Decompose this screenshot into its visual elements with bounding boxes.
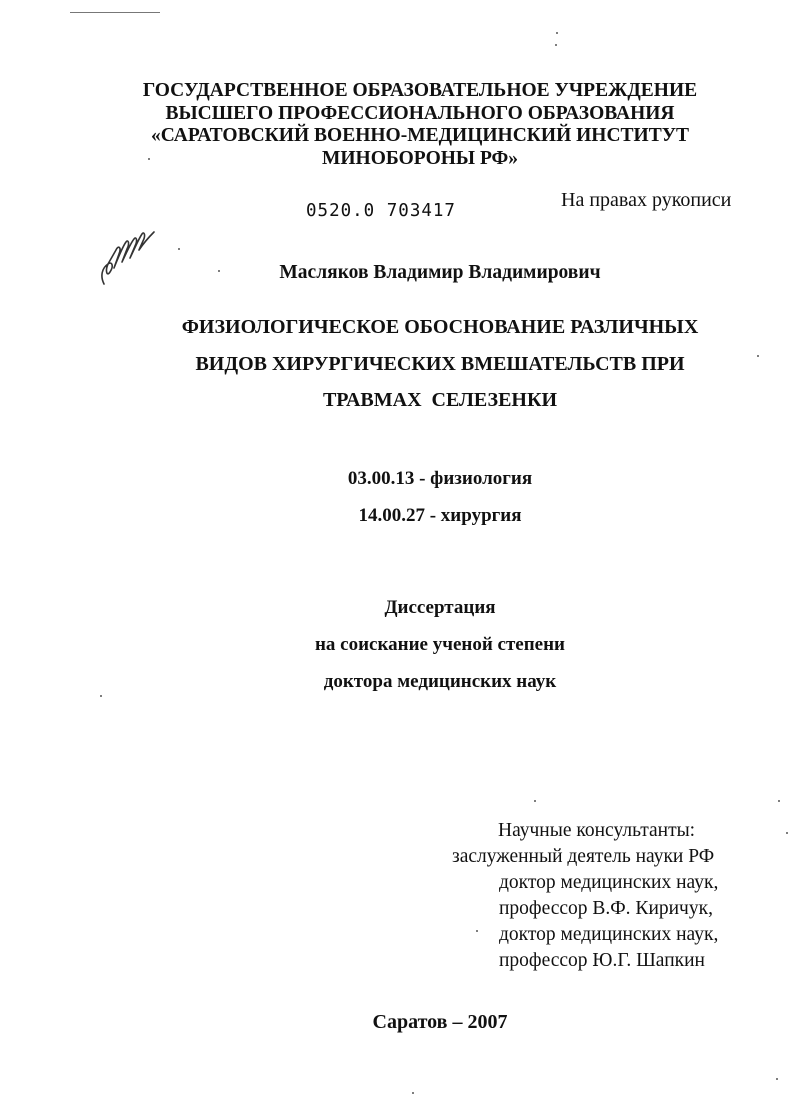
scan-mark-line (70, 12, 160, 13)
consultant-line: профессор Ю.Г. Шапкин (499, 950, 705, 971)
scan-speck (786, 832, 788, 834)
institution-line: ВЫСШЕГО ПРОФЕССИОНАЛЬНОГО ОБРАЗОВАНИЯ (165, 102, 675, 124)
scan-speck (476, 930, 478, 932)
degree-line: доктора медицинских наук (323, 671, 557, 692)
scan-speck (148, 158, 150, 160)
scan-speck (555, 44, 557, 46)
institution-line: МИНОБОРОНЫ РФ» (321, 147, 519, 169)
scan-speck (757, 355, 759, 357)
consultant-line: доктор медицинских наук, (499, 924, 719, 945)
consultants-heading: Научные консультанты: (498, 820, 696, 841)
institution-header (120, 80, 720, 170)
scan-speck (218, 270, 220, 272)
title-line: ВИДОВ ХИРУРГИЧЕСКИХ ВМЕШАТЕЛЬСТВ ПРИ (195, 352, 685, 375)
manuscript-note: На правах рукописи (561, 189, 732, 211)
consultants-block (452, 818, 718, 974)
scan-speck (776, 1078, 778, 1080)
scan-speck (556, 32, 558, 34)
catalog-number: 0520.0 703417 (306, 201, 456, 221)
scan-speck (412, 1092, 414, 1094)
consultant-line: заслуженный деятель науки РФ (452, 846, 715, 867)
scan-speck (778, 800, 780, 802)
dissertation-title (120, 309, 760, 419)
institution-line: ГОСУДАРСТВЕННОЕ ОБРАЗОВАТЕЛЬНОЕ УЧРЕЖДЕНИЕ (142, 80, 698, 101)
author-name: Масляков Владимир Владимирович (279, 262, 601, 283)
title-line: ТРАВМАХ СЕЛЕЗЕНКИ (322, 389, 558, 411)
institution-line: «САРАТОВСКИЙ ВОЕННО-МЕДИЦИНСКИЙ ИНСТИТУТ (150, 125, 690, 146)
degree-line: на соискание ученой степени (314, 634, 565, 655)
scan-speck (534, 800, 536, 802)
degree-type: Диссертация (384, 597, 496, 618)
city-year: Саратов – 2007 (372, 1011, 508, 1033)
specialty-physiology: 03.00.13 - физиология (347, 468, 533, 489)
consultant-line: доктор медицинских наук, (499, 872, 719, 893)
title-line: ФИЗИОЛОГИЧЕСКОЕ ОБОСНОВАНИЕ РАЗЛИЧНЫХ (181, 316, 699, 338)
specialty-surgery: 14.00.27 - хирургия (358, 505, 522, 526)
scan-speck (178, 248, 180, 250)
scan-speck (100, 695, 102, 697)
degree-block (120, 589, 760, 700)
consultant-line: профессор В.Ф. Киричук, (499, 898, 713, 919)
